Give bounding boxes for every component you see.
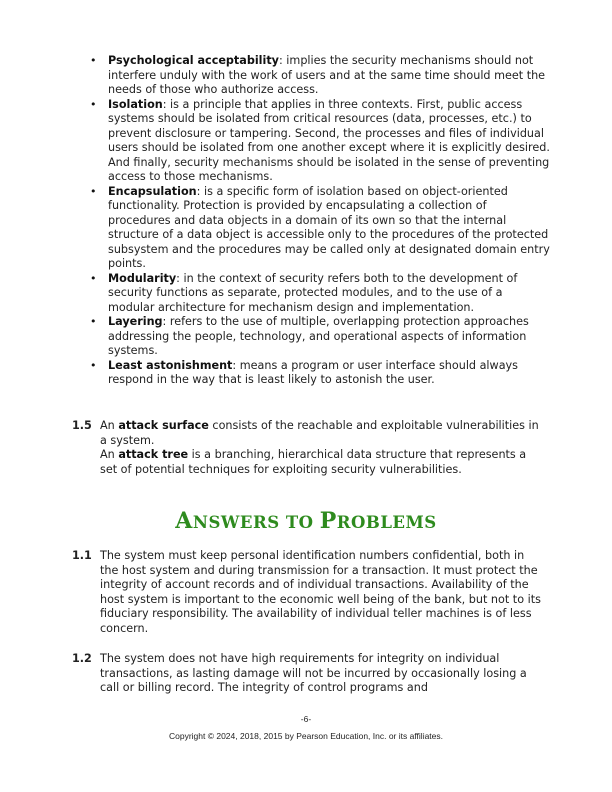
answer-number: 1.1 — [72, 549, 92, 562]
copyright-notice: Copyright © 2024, 2018, 2015 by Pearson Education, Inc. or its affiliates. — [168, 731, 444, 741]
bullet-icon: • — [90, 54, 97, 67]
list-item — [90, 54, 550, 98]
text-span: consists of the reachable and exploitable vulnerabilities in a system. — [100, 419, 539, 447]
principle-term: Least astonishment — [108, 358, 233, 372]
answer-body: The system must keep personal identification numbers confidential, both in the host system and during transmission for a transaction. It must protect the integrity of account records and of individual transactions. Availability of the host system is important to the economic well being of the bank, but not to its fiduciary responsibility. The availability of individual teller machines is of less concern. — [100, 549, 541, 635]
text-span: is a branching, hierarchical data structure that represents a set of potential techniques for exploiting security vulnerabilities. — [100, 448, 527, 476]
heading-text: ROBLEMS — [336, 513, 437, 532]
principle-text: : is a specific form of isolation based on object-oriented functionality. Protection is provided by encapsulating a collection of procedures and data objects in a domain of its own so that the internal structure of a data object is accessible only to the procedures of the protected subsystem and the procedures may be called only at designated domain entry points. — [108, 184, 550, 270]
principle-term: Psychological acceptability — [108, 54, 279, 67]
item-body — [100, 419, 546, 477]
principle-text: : means a program or user interface should always respond in the way that is least likely to astonish the user. — [108, 358, 518, 386]
list-item — [90, 185, 550, 272]
principle-text: : implies the security mechanisms should not interfere unduly with the work of users and at the same time should meet the needs of those who authorize access. — [108, 54, 546, 96]
item-number: 1.5 — [72, 419, 92, 432]
heading-text: NSWERS TO — [192, 513, 320, 532]
principle-text: : is a principle that applies in three contexts. First, public access systems should be isolated from critical resources (data, processes, etc.) to prevent disclosure or tampering. Second, the processes and files of individual users should be isolated from one another except where it is explicitly desired. And finally, security mechanisms should be isolated in the sense of preventing access to those mechanisms. — [108, 97, 550, 183]
text-span: An — [100, 419, 119, 432]
page-number: -6- — [300, 714, 312, 724]
principle-term: Encapsulation — [108, 184, 197, 198]
attack-surface-definition — [100, 419, 546, 448]
principle-term: Isolation — [108, 97, 163, 111]
list-item — [90, 98, 550, 185]
principle-term: Modularity — [108, 271, 177, 285]
principle-term: Layering — [108, 315, 163, 328]
term-attack-tree: attack tree — [118, 448, 189, 461]
list-item — [90, 359, 550, 388]
list-item — [90, 272, 550, 316]
term-attack-surface: attack surface — [118, 419, 209, 432]
bullet-icon: • — [90, 358, 97, 372]
list-item — [90, 315, 550, 359]
attack-tree-definition — [100, 448, 546, 477]
bullet-icon: • — [90, 271, 97, 285]
heading-initial: A — [175, 508, 193, 534]
principle-text: : in the context of security refers both to the development of security functions as separate, protected modules, and to the use of a modular architecture for mechanism design and implementation. — [108, 271, 518, 314]
principle-text: : refers to the use of multiple, overlapping protection approaches addressing the people, technology, and operational aspects of information systems. — [108, 315, 529, 357]
design-principles-list — [90, 54, 550, 388]
bullet-icon: • — [90, 184, 97, 198]
bullet-icon: • — [90, 315, 97, 328]
answer-body: The system does not have high requirements for integrity on individual transactions, as lasting damage will not be incurred by occasionally losing a call or billing record. The integrity of control programs and — [100, 652, 527, 694]
text-span: An — [100, 448, 119, 461]
heading-initial: P — [319, 508, 337, 534]
section-heading — [0, 508, 612, 534]
answer-number: 1.2 — [72, 652, 92, 665]
bullet-icon: • — [90, 97, 97, 111]
